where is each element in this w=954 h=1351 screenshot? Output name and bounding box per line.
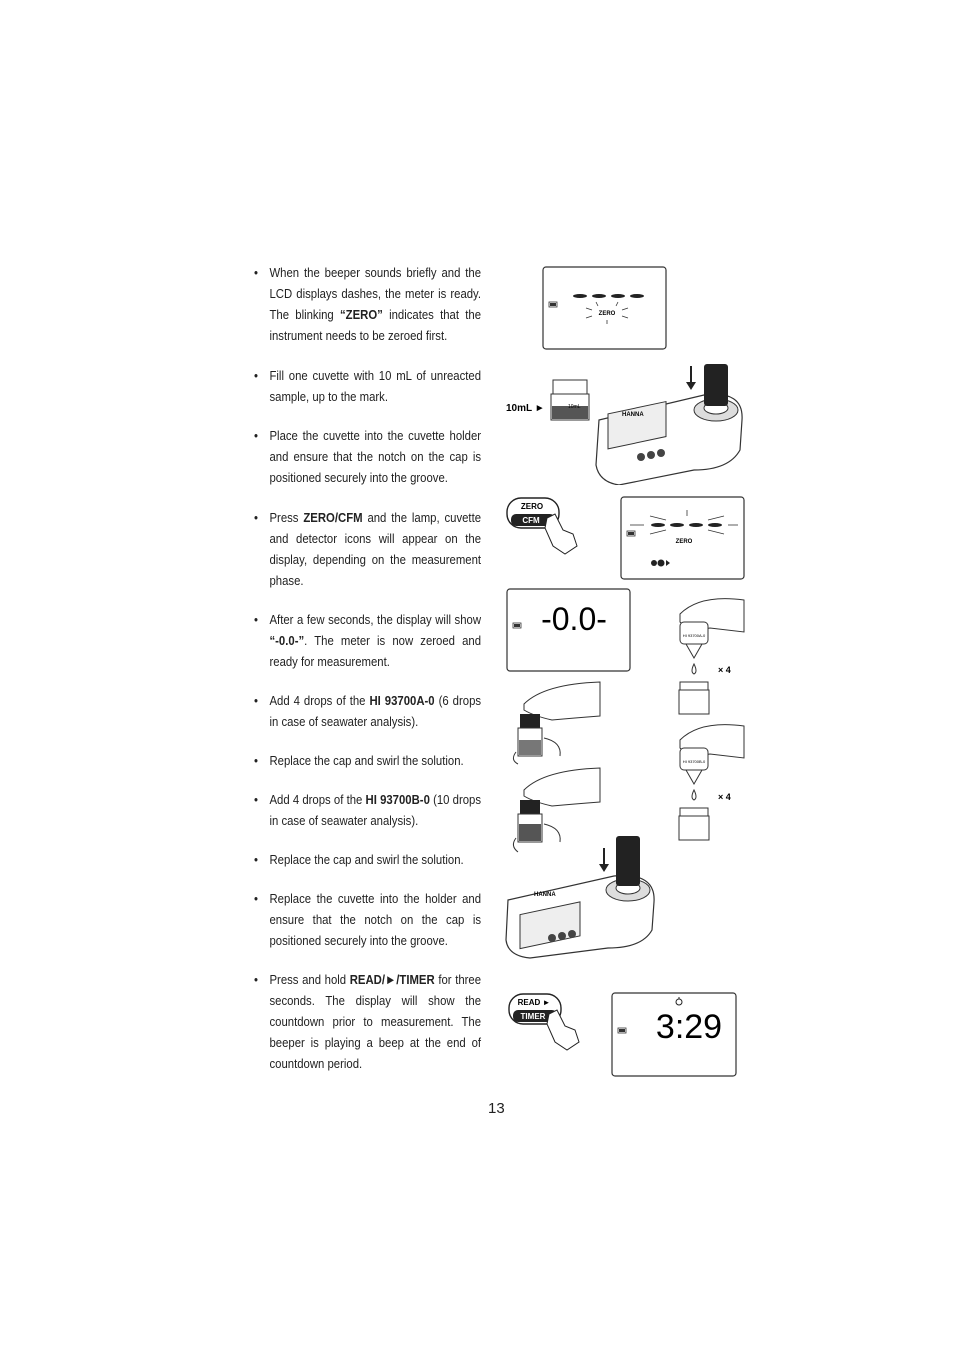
reagent-bottle-b-label: HI 93700B-0 (682, 759, 706, 764)
cuvette-icon (679, 682, 709, 714)
lcd-timer-reading: 3:29 (655, 1008, 723, 1046)
instruction-2: • Fill one cuvette with 10 mL of unreacted sample, up to the mark. (254, 365, 481, 407)
cuvette-icon (679, 808, 709, 840)
hand-pointer-icon (545, 514, 577, 554)
page-number: 13 (488, 1100, 505, 1117)
cuvette-volume-label: 10mL ► (506, 403, 545, 414)
meter-cuvette-figure (504, 350, 744, 485)
instruction-11: • Press and hold READ/►/TIMER for three seconds. The display will show the countdown prior to measurement. The beeper is playing a beep at the end of countdown period. (254, 969, 481, 1074)
zero-blink-label: ZERO (598, 311, 616, 317)
instruction-1: • When the beeper sounds briefly and the LCD displays dashes, the meter is ready. The blinking “ZERO” indicates that the instrument needs to be zeroed first. (254, 262, 481, 346)
hand-pointer-icon (547, 1010, 579, 1050)
lcd-zero-icons-figure (620, 496, 746, 580)
meter-brand: HANNA (534, 892, 556, 898)
read-timer-button-figure (507, 992, 587, 1052)
drop-icon (692, 790, 696, 800)
swirl-a-figure (504, 680, 604, 765)
reagent-bottle-a-label: HI 93700A-0 (682, 633, 706, 638)
cfm-button-label: CFM (522, 516, 540, 525)
cuvette-icon (551, 380, 589, 420)
lcd-dashes-figure (542, 266, 668, 350)
arrow-down-icon (686, 366, 696, 390)
timer-button-label: TIMER (520, 1012, 546, 1021)
lcd-reading: -0.0- (541, 601, 607, 637)
meter-brand: HANNA (622, 412, 644, 418)
instruction-list (254, 262, 482, 1074)
meter-device-icon (596, 364, 742, 485)
zero-cfm-button-figure (505, 496, 585, 556)
instruction-6: • Add 4 drops of the HI 93700A-0 (6 drops in case of seawater analysis). (254, 690, 481, 732)
instruction-8: • Add 4 drops of the HI 93700B-0 (10 drops in case of seawater analysis). (254, 789, 481, 831)
zero-button-label: ZERO (520, 502, 544, 511)
lcd-zeroed-figure (506, 588, 632, 672)
instruction-4: • Press ZERO/CFM and the lamp, cuvette and detector icons will appear on the display, depending on the measurement phase. (254, 507, 481, 591)
read-button-label: READ ► (517, 998, 551, 1007)
drops-count-a: × 4 (718, 665, 731, 675)
drops-count-b: × 4 (718, 792, 731, 802)
zero-label: ZERO (675, 539, 693, 545)
instruction-9: • Replace the cap and swirl the solution. (254, 849, 481, 870)
meter-device-icon (506, 836, 654, 958)
cuvette-icon (518, 714, 542, 756)
instruction-3: • Place the cuvette into the cuvette holder and ensure that the notch on the cap is positioned securely into the groove. (254, 425, 481, 488)
drop-icon (692, 664, 696, 674)
reagent-a-drops-figure (660, 592, 750, 717)
meter-insert-figure (504, 830, 664, 960)
lcd-timer-figure (611, 992, 738, 1078)
instruction-7: • Replace the cap and swirl the solution. (254, 750, 481, 771)
instruction-10: • Replace the cuvette into the holder and ensure that the notch on the cap is positioned securely into the groove. (254, 888, 481, 951)
instruction-5: • After a few seconds, the display will show “-0.0-”. The meter is now zeroed and ready for measurement. (254, 609, 481, 672)
arrow-down-icon (599, 848, 609, 872)
reagent-b-drops-figure (660, 718, 750, 843)
cuvette-mark-label: 10mL (568, 404, 581, 410)
